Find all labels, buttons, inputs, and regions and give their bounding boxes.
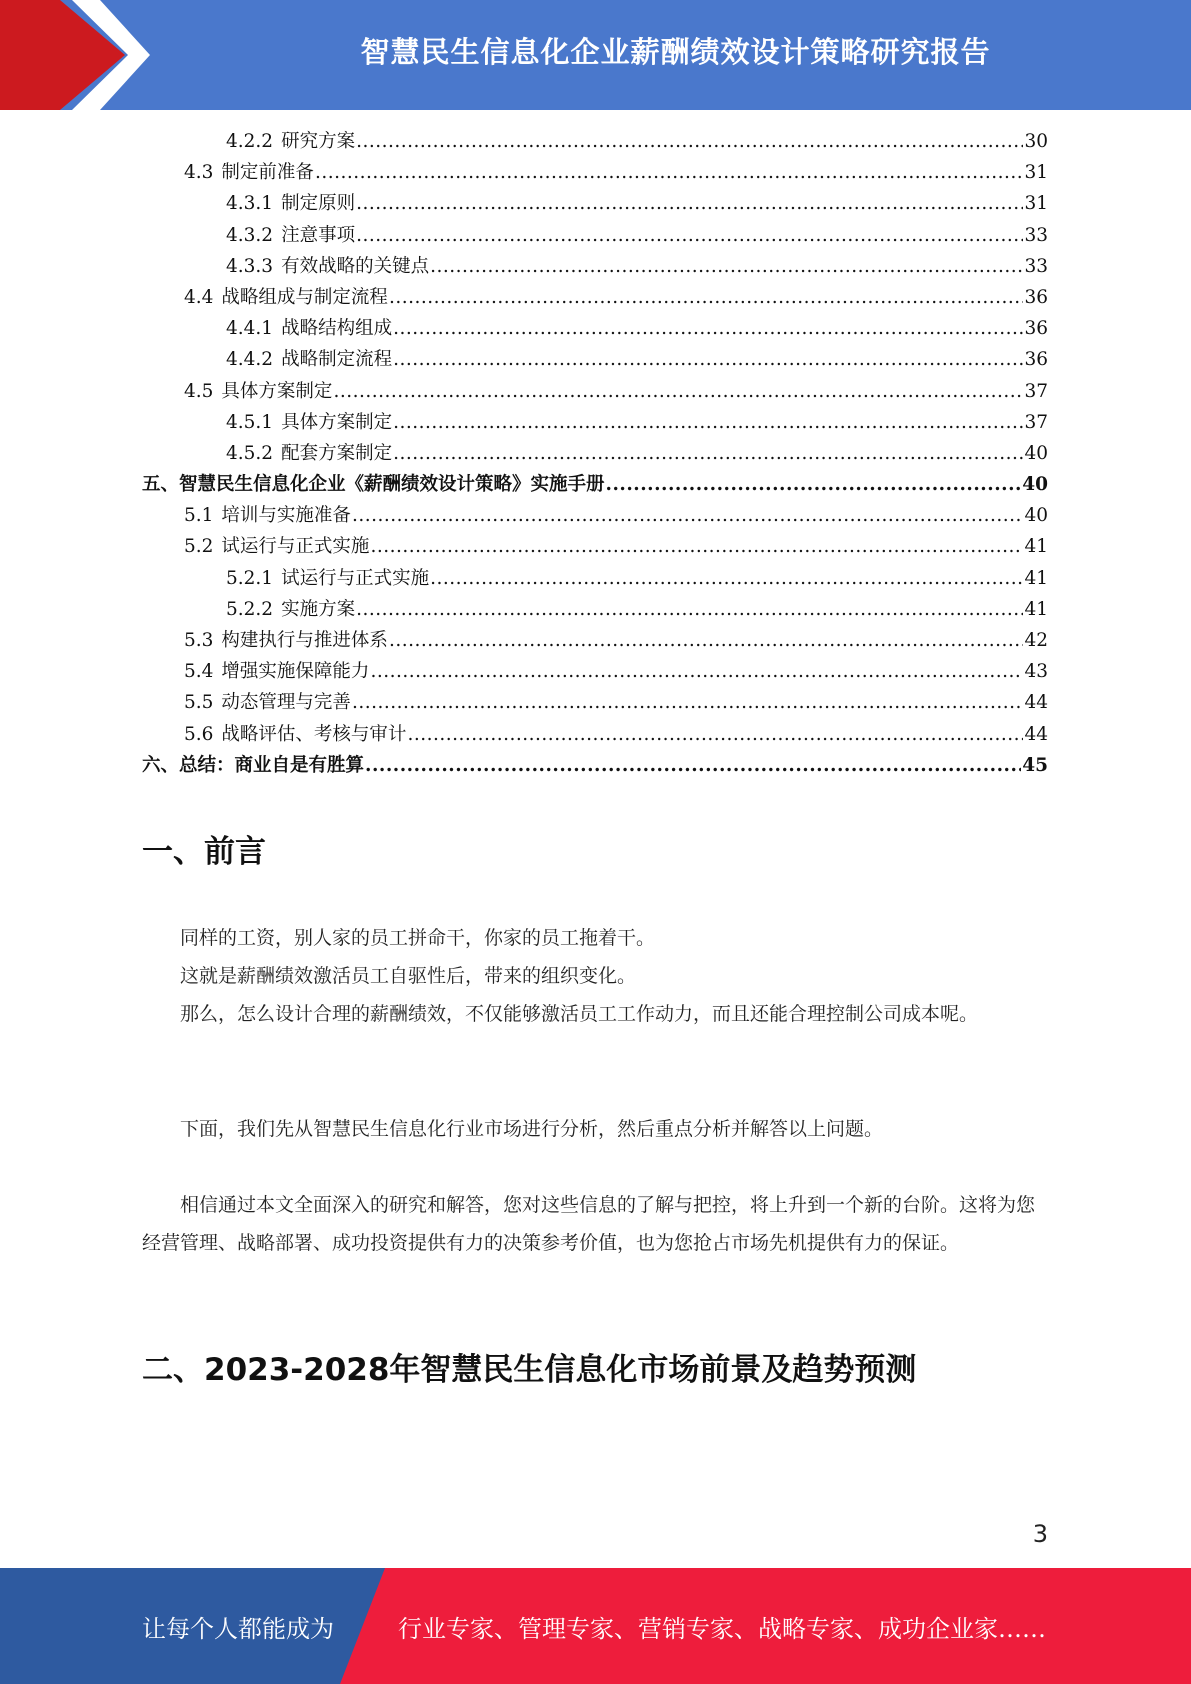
toc-entry-page: 36 (1024, 286, 1048, 308)
toc-dot-leader (315, 162, 1024, 183)
toc-entry-title: 战略组成与制定流程 (221, 286, 388, 308)
toc-entry-number: 5.2.1 (226, 567, 274, 589)
toc-entry[interactable] (142, 532, 1048, 563)
paragraph: 相信通过本文全面深入的研究和解答，您对这些信息的了解与把控，将上升到一个新的台阶。这将为您经营管理、战略部署、成功投资提供有力的决策参考价值，也为您抢占市场先机提供有力的保证。 (142, 1194, 1036, 1254)
preface-body (142, 919, 1048, 1033)
toc-entry[interactable] (142, 501, 1048, 532)
preface-body-2 (142, 1110, 1048, 1148)
toc-entry[interactable] (142, 314, 1048, 345)
toc-entry-number: 4.4 (184, 286, 214, 308)
section-heading-forecast: 二、2023-2028年智慧民生信息化市场前景及趋势预测 (142, 1352, 917, 1388)
toc-entry-title: 实施方案 (281, 598, 356, 620)
toc-dot-leader (352, 692, 1024, 713)
toc-entry[interactable] (142, 189, 1048, 220)
toc-entry[interactable] (142, 626, 1048, 657)
toc-entry-title: 制定原则 (281, 193, 356, 215)
toc-entry[interactable] (142, 252, 1048, 283)
toc-entry-number: 4.3 (184, 162, 214, 184)
toc-entry[interactable] (142, 158, 1048, 189)
toc-dot-leader (356, 193, 1023, 214)
toc-entry-title: 具体方案制定 (221, 380, 333, 402)
toc-entry-number: 4.3.3 (226, 255, 274, 277)
toc-entry-page: 45 (1022, 754, 1048, 776)
toc-entry[interactable] (142, 283, 1048, 314)
toc-entry-page: 43 (1024, 661, 1048, 683)
toc-entry-number: 4.2.2 (226, 131, 274, 152)
toc-entry-number: 4.3.2 (226, 224, 274, 246)
toc-entry-title: 有效战略的关键点 (281, 255, 430, 277)
toc-entry-title: 制定前准备 (221, 162, 314, 184)
toc-dot-leader (606, 474, 1022, 495)
toc-entry-title: 五、智慧民生信息化企业《薪酬绩效设计策略》实施手册 (142, 474, 605, 496)
section-heading-preface: 一、前言 (142, 834, 266, 870)
toc-entry[interactable] (142, 408, 1048, 439)
toc-entry-page: 41 (1024, 567, 1048, 589)
toc-entry-page: 40 (1024, 442, 1048, 464)
toc-entry-title: 战略评估、考核与审计 (221, 723, 407, 745)
toc-dot-leader (352, 505, 1024, 526)
toc-entry[interactable] (142, 595, 1048, 626)
toc-entry[interactable] (142, 564, 1048, 595)
toc-entry[interactable] (142, 688, 1048, 719)
toc-entry-number: 4.4.1 (226, 318, 274, 340)
toc-entry-title: 构建执行与推进体系 (221, 630, 388, 651)
toc-entry-title: 试运行与正式实施 (281, 567, 430, 589)
paragraph: 同样的工资，别人家的员工拼命干，你家的员工拖着干。 (180, 927, 656, 949)
toc-entry-number: 5.6 (184, 723, 214, 745)
toc-entry-title: 六、总结：商业自是有胜算 (142, 754, 365, 776)
toc-entry-page: 33 (1024, 255, 1048, 277)
toc-entry-page: 33 (1024, 224, 1048, 246)
toc-entry-title: 研究方案 (281, 131, 356, 152)
toc-entry-number: 5.5 (184, 692, 214, 714)
toc-entry-number: 4.5.1 (226, 411, 274, 433)
toc-dot-leader (356, 131, 1023, 152)
page-header (0, 0, 1191, 110)
toc-entry[interactable] (142, 470, 1048, 501)
toc-entry[interactable] (142, 377, 1048, 408)
preface-body-3 (142, 1186, 1048, 1262)
paragraph: 那么，怎么设计合理的薪酬绩效，不仅能够激活员工工作动力，而且还能合理控制公司成本呢。 (180, 1003, 979, 1025)
toc-dot-leader (365, 755, 1021, 776)
paragraph: 下面，我们先从智慧民生信息化行业市场进行分析，然后重点分析并解答以上问题。 (180, 1118, 884, 1140)
toc-entry[interactable] (142, 657, 1048, 688)
toc-entry-page: 44 (1024, 723, 1048, 745)
toc-entry-title: 配套方案制定 (281, 442, 393, 464)
toc-entry-page: 42 (1024, 630, 1048, 651)
toc-entry-number: 5.1 (184, 505, 214, 527)
toc-entry-number: 5.2 (184, 536, 214, 558)
page-number: 3 (1032, 1520, 1048, 1548)
footer-slogan-right: 行业专家、管理专家、营销专家、战略专家、成功企业家…… (398, 1614, 1046, 1643)
toc-entry-page: 31 (1024, 193, 1048, 215)
toc-entry-page: 37 (1024, 380, 1048, 402)
header-title: 智慧民生信息化企业薪酬绩效设计策略研究报告 (360, 34, 991, 69)
toc-entry-page: 30 (1024, 131, 1048, 152)
toc-dot-leader (370, 661, 1023, 682)
toc-entry-number: 4.5.2 (226, 442, 274, 464)
toc-entry-title: 战略制定流程 (281, 349, 393, 371)
toc-entry[interactable] (142, 439, 1048, 470)
toc-entry-title: 战略结构组成 (281, 318, 393, 340)
toc-entry-number: 5.2.2 (226, 598, 274, 620)
toc-dot-leader (407, 724, 1023, 745)
toc-entry-page: 40 (1022, 474, 1048, 496)
table-of-contents (142, 127, 1048, 782)
footer-slogan-left: 让每个人都能成为 (142, 1614, 334, 1643)
header-arrow-decoration (0, 0, 150, 110)
toc-dot-leader (356, 225, 1023, 246)
toc-entry[interactable] (142, 127, 1048, 158)
toc-entry-page: 44 (1024, 692, 1048, 714)
toc-dot-leader (389, 287, 1024, 308)
toc-entry[interactable] (142, 221, 1048, 252)
toc-dot-leader (430, 568, 1023, 589)
toc-entry-page: 37 (1024, 411, 1048, 433)
toc-dot-leader (356, 599, 1023, 620)
paragraph: 这就是薪酬绩效激活员工自驱性后，带来的组织变化。 (180, 965, 637, 987)
toc-dot-leader (393, 318, 1023, 339)
toc-entry[interactable] (142, 720, 1048, 751)
toc-entry-number: 4.5 (184, 380, 214, 402)
toc-dot-leader (393, 349, 1023, 370)
toc-entry[interactable] (142, 751, 1048, 782)
toc-dot-leader (430, 256, 1023, 277)
toc-entry-page: 36 (1024, 349, 1048, 371)
toc-entry-title: 试运行与正式实施 (221, 536, 370, 558)
toc-entry-page: 40 (1024, 505, 1048, 527)
toc-entry-number: 4.4.2 (226, 349, 274, 371)
toc-entry-number: 4.3.1 (226, 193, 274, 215)
toc-entry-title: 具体方案制定 (281, 411, 393, 433)
toc-dot-leader (333, 381, 1023, 402)
page-footer (0, 1568, 1191, 1684)
toc-entry-title: 培训与实施准备 (221, 505, 351, 527)
toc-entry-title: 注意事项 (281, 224, 356, 246)
toc-entry-page: 31 (1024, 162, 1048, 184)
toc-entry-page: 41 (1024, 536, 1048, 558)
toc-entry-number: 5.3 (184, 630, 214, 651)
toc-dot-leader (389, 630, 1024, 651)
toc-entry-page: 36 (1024, 318, 1048, 340)
toc-entry-page: 41 (1024, 598, 1048, 620)
toc-entry-number: 5.4 (184, 661, 214, 683)
toc-dot-leader (370, 536, 1023, 557)
toc-dot-leader (393, 443, 1023, 464)
toc-entry-title: 动态管理与完善 (221, 692, 351, 714)
toc-entry[interactable] (142, 345, 1048, 376)
toc-entry-title: 增强实施保障能力 (221, 661, 370, 683)
toc-dot-leader (393, 412, 1023, 433)
